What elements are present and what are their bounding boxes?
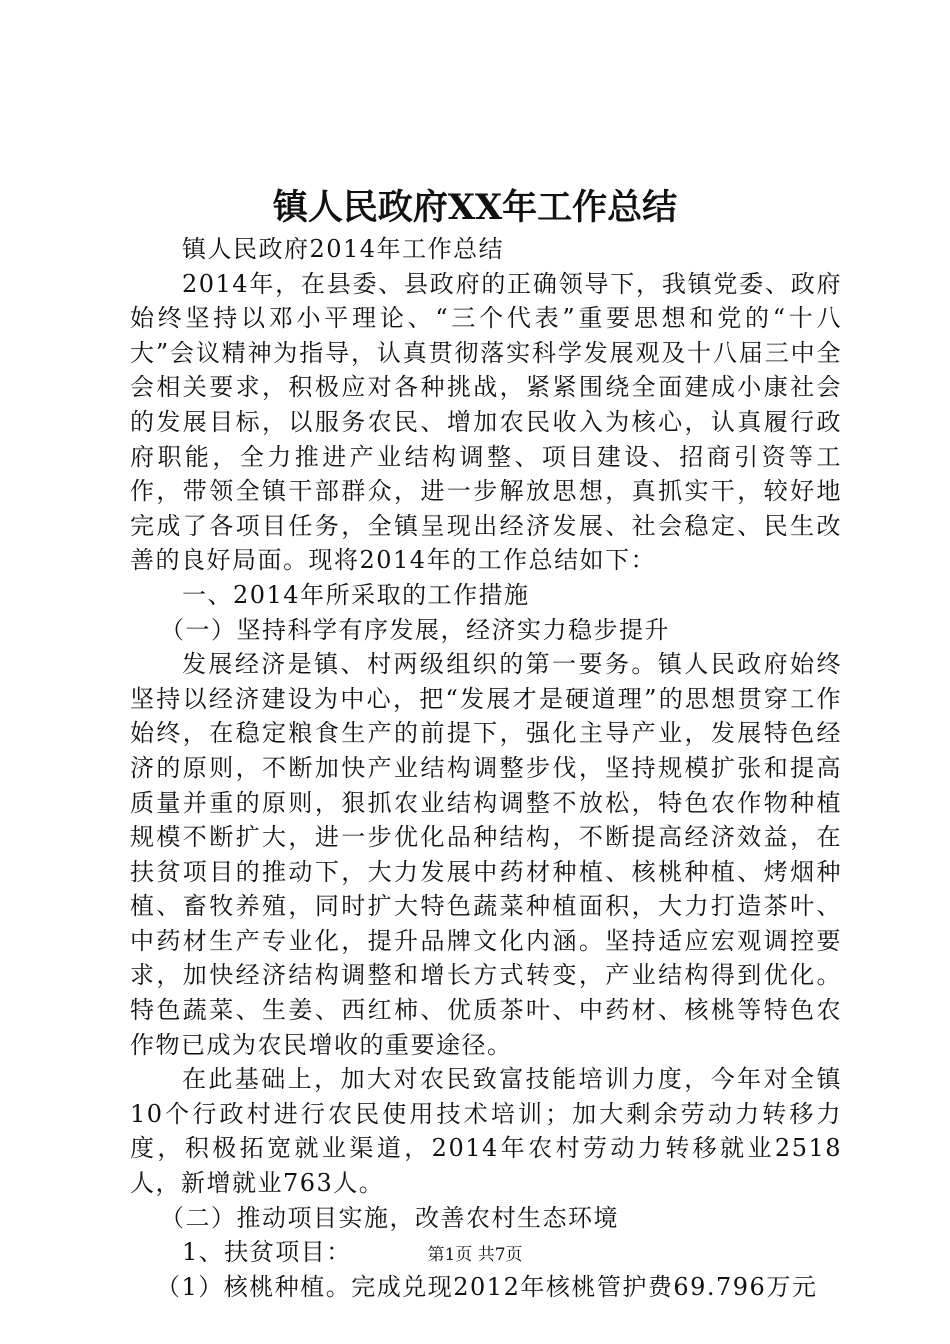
subsection-heading: （二）推动项目实施，改善农村生态环境 [160, 1203, 619, 1232]
document-body [130, 232, 842, 1304]
document-title: 镇人民政府XX年工作总结 [272, 187, 678, 228]
body-paragraph: 在此基础上，加大对农民致富技能培训力度，今年对全镇10个行政村进行农民使用技术培训；加大剩余劳动力转移力度，积极拓宽就业渠道，2014年农村劳动力转移就业2518人，新增就业763人。 [130, 1065, 842, 1198]
section-heading: 一、2014年所采取的工作措施 [182, 580, 530, 609]
subsection-heading: （一）坚持科学有序发展，经济实力稳步提升 [160, 615, 670, 644]
body-paragraph: 发展经济是镇、村两级组织的第一要务。镇人民政府始终坚持以经济建设为中心，把“发展才是硬道理”的思想贯穿工作始终，在稳定粮食生产的前提下，强化主导产业，发展特色经济的原则，不断加快产业结构调整步伐，坚持规模扩张和提高质量并重的原则，狠抓农业结构调整不放松，特色农作物种植规模不断扩大，进一步优化品种结构，不断提高经济效益，在扶贫项目的推动下，大力发展中药材种植、核桃种植、烤烟种植、畜牧养殖，同时扩大特色蔬菜种植面积，大力打造茶叶、中药材生产专业化，提升品牌文化内涵。坚持适应宏观调控要求，加快经济结构调整和增长方式转变，产业结构得到优化。特色蔬菜、生姜、西红柿、优质茶叶、中药材、核桃等特色农作物已成为农民增收的重要途径。 [130, 650, 842, 1059]
subtitle-paragraph: 镇人民政府2014年工作总结 [182, 235, 505, 263]
item-paragraph: （1）核桃种植。完成兑现2012年核桃管护费69.796万元 [156, 1272, 818, 1301]
item-heading: 1、扶贫项目： [182, 1238, 352, 1267]
page-footer: 第1页 共7页 [427, 1245, 523, 1265]
intro-paragraph: 2014年，在县委、县政府的正确领导下，我镇党委、政府始终坚持以邓小平理论、“三个代表”重要思想和党的“十八大”会议精神为指导，认真贯彻落实科学发展观及十八届三中全会相关要求，积极应对各种挑战，紧紧围绕全面建成小康社会的发展目标，以服务农民、增加农民收入为核心，认真履行政府职能，全力推进产业结构调整、项目建设、招商引资等工作，带领全镇干部群众，进一步解放思想，真抓实干，较好地完成了各项目任务，全镇呈现出经济发展、社会稳定、民生改善的良好局面。现将2014年的工作总结如下： [130, 269, 842, 575]
